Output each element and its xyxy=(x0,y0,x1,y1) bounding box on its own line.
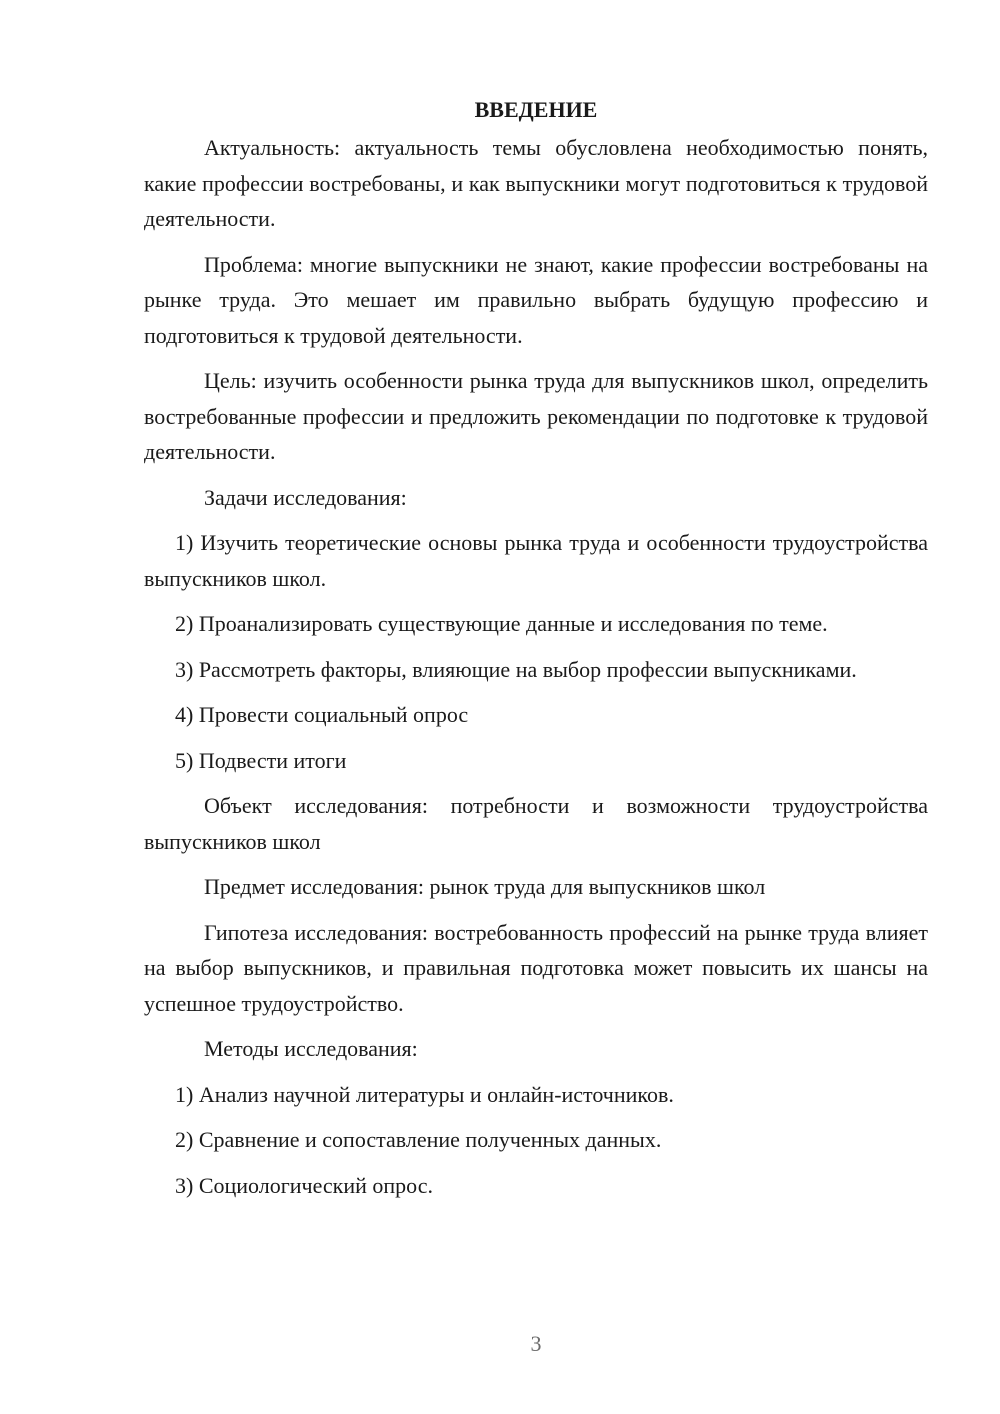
method-item-2: 2) Сравнение и сопоставление полученных данных. xyxy=(175,1127,662,1152)
task-item-1: 1) Изучить теоретические основы рынка труда и особенности трудоустройства выпускников школ. xyxy=(144,530,928,591)
task-item-3: 3) Рассмотреть факторы, влияющие на выбор профессии выпускниками. xyxy=(175,656,857,682)
document-page xyxy=(144,92,928,1213)
methods-title: Методы исследования: xyxy=(204,1036,418,1061)
task-item-2: 2) Проанализировать существующие данные и исследования по теме. xyxy=(175,611,828,636)
object-paragraph: Объект исследования: потребности и возможности трудоустройства выпускников школ xyxy=(144,793,928,854)
problem-paragraph: Проблема: многие выпускники не знают, какие профессии востребованы на рынке труда. Это мешает им правильно выбрать будущую профессию и подготовиться к трудовой деятельности. xyxy=(144,251,928,348)
task-item-5: 5) Подвести итоги xyxy=(175,747,347,773)
task-item-4: 4) Провести социальный опрос xyxy=(175,702,469,727)
page-title: ВВЕДЕНИЕ xyxy=(474,97,598,122)
subject-paragraph: Предмет исследования: рынок труда для выпускников школ xyxy=(204,874,766,899)
page-number: 3 xyxy=(530,1331,542,1356)
goal-paragraph: Цель: изучить особенности рынка труда для выпускников школ, определить востребованные профессии и предложить рекомендации по подготовке к трудовой деятельности. xyxy=(144,368,928,464)
hypothesis-paragraph: Гипотеза исследования: востребованность профессий на рынке труда влияет на выбор выпускников, и правильная подготовка может повысить их шансы на успешное трудоустройство. xyxy=(144,919,928,1016)
method-item-1: 1) Анализ научной литературы и онлайн-источников. xyxy=(175,1081,674,1107)
relevance-paragraph: Актуальность: актуальность темы обусловлена необходимостью понять, какие профессии востребованы, и как выпускники могут подготовиться к трудовой деятельности. xyxy=(144,135,928,231)
tasks-title: Задачи исследования: xyxy=(204,484,407,510)
method-item-3: 3) Социологический опрос. xyxy=(175,1172,433,1198)
